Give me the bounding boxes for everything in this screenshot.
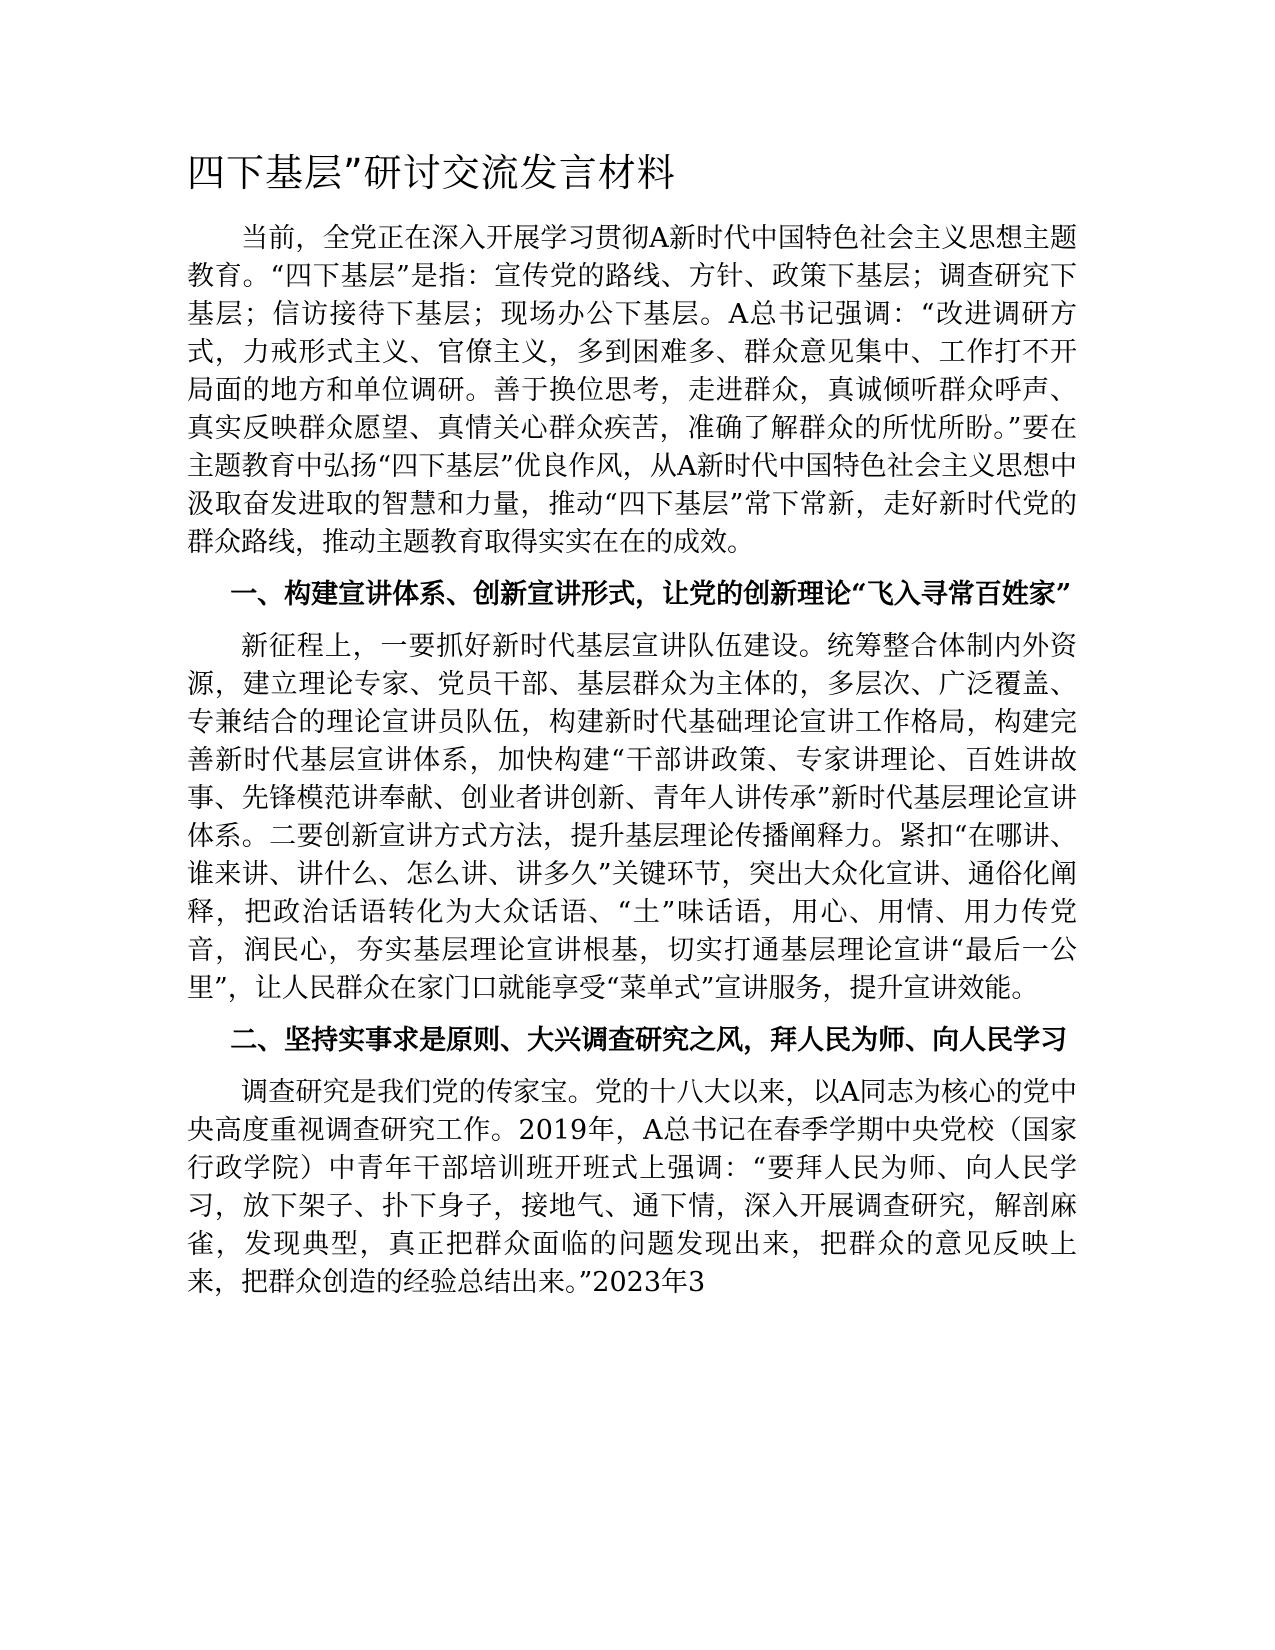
- section-heading-1: 一、构建宣讲体系、创新宣讲形式，让党的创新理论“飞入寻常百姓家”: [230, 579, 1072, 610]
- document-body: [187, 146, 1077, 1316]
- section-1-paragraph: 新征程上，一要抓好新时代基层宣讲队伍建设。统筹整合体制内外资源，建立理论专家、党员干部、基层群众为主体的，多层次、广泛覆盖、专兼结合的理论宣讲员队伍，构建新时代基础理论宣讲工作格局，构建完善新时代基层宣讲体系，加快构建“干部讲政策、专家讲理论、百姓讲故事、先锋模范讲奉献、创业者讲创新、青年人讲传承”新时代基层理论宣讲体系。二要创新宣讲方式方法，提升基层理论传播阐释力。紧扣“在哪讲、谁来讲、讲什么、怎么讲、讲多久”关键环节，突出大众化宣讲、通俗化阐释，把政治话语转化为大众话语、“土”味话语，用心、用情、用力传党音，润民心，夯实基层理论宣讲根基，切实打通基层理论宣讲“最后一公里”，让人民群众在家门口就能享受“菜单式”宣讲服务，提升宣讲效能。: [187, 631, 1077, 1004]
- section-2-paragraph: 调查研究是我们党的传家宝。党的十八大以来，以A同志为核心的党中央高度重视调查研究工作。2019年，A总书记在春季学期中央党校（国家行政学院）中青年干部培训班开班式上强调：“要拜人民为师、向人民学习，放下架子、扑下身子，接地气、通下情，深入开展调查研究，解剖麻雀，发现典型，真正把群众面临的问题发现出来，把群众的意见反映上来，把群众创造的经验总结出来。”2023年3: [187, 1077, 1077, 1298]
- document-title: 四下基层”研讨交流发言材料: [187, 151, 676, 195]
- intro-paragraph: 当前，全党正在深入开展学习贯彻A新时代中国特色社会主义思想主题教育。“四下基层”是指：宣传党的路线、方针、政策下基层；调查研究下基层；信访接待下基层；现场办公下基层。A总书记强调：“改进调研方式，力戒形式主义、官僚主义，多到困难多、群众意见集中、工作打不开局面的地方和单位调研。善于换位思考，走进群众，真诚倾听群众呼声、真实反映群众愿望、真情关心群众疾苦，准确了解群众的所忧所盼。”要在主题教育中弘扬“四下基层”优良作风，从A新时代中国特色社会主义思想中汲取奋发进取的智慧和力量，推动“四下基层”常下常新，走好新时代党的群众路线，推动主题教育取得实实在在的成效。: [187, 223, 1077, 558]
- section-heading-2: 二、坚持实事求是原则、大兴调查研究之风，拜人民为师、向人民学习: [230, 1025, 1068, 1056]
